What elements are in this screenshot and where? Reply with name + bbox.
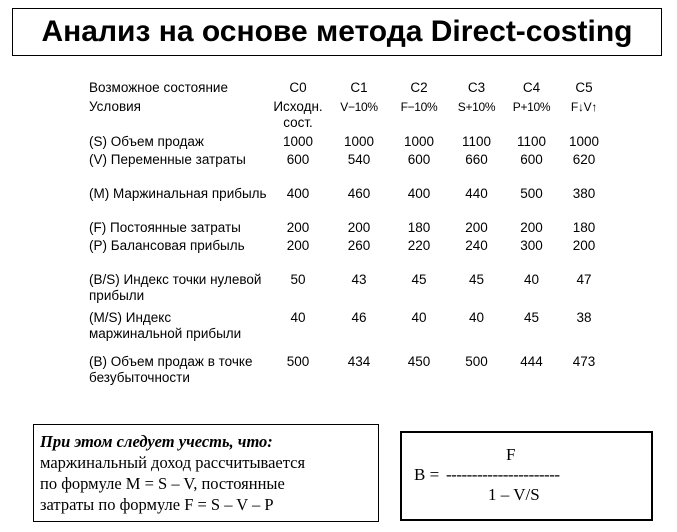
table-cell: 500 (286, 354, 310, 369)
table-row (89, 238, 609, 272)
table-row (89, 186, 609, 220)
header-cell: С1 (350, 80, 368, 95)
table-cell: 300 (520, 238, 543, 253)
table-cell: 500 (520, 186, 543, 201)
header-cell: Исходн. сост. (273, 99, 323, 130)
table-cell: 200 (286, 238, 310, 253)
table-cell: 400 (286, 186, 310, 201)
table-cell: 500 (465, 354, 488, 369)
table-cell: 38 (576, 310, 592, 325)
header-cell: F−10% (400, 100, 438, 114)
table-cell: 40 (411, 310, 427, 325)
table-header-row (89, 99, 609, 134)
header-cell: F↓V↑ (570, 100, 598, 114)
formula-denominator: 1 – V/S (488, 485, 540, 504)
note-line: по формуле М = S – V, постоянные (40, 474, 285, 493)
header-cell: С5 (575, 80, 593, 95)
table-cell: 620 (572, 152, 596, 167)
table-row (89, 220, 609, 238)
table-cell: 40 (468, 310, 485, 325)
table-cell: 40 (523, 272, 540, 287)
row-label: (B/S) Индекс точки нулевой прибыли (89, 272, 262, 303)
page-title-box (12, 8, 662, 56)
table-row (89, 134, 609, 152)
note-box (33, 424, 379, 522)
header-cell: С4 (522, 80, 541, 95)
table-cell: 40 (290, 310, 306, 325)
table-cell: 380 (572, 186, 596, 201)
table-cell: 220 (407, 238, 431, 253)
header-cell: Условия (89, 99, 141, 114)
formula-lhs: B = (414, 465, 440, 484)
table-cell: 1000 (343, 134, 375, 149)
table-cell: 46 (351, 310, 367, 325)
header-cell: С0 (289, 80, 307, 95)
table-cell: 660 (465, 152, 488, 167)
note-line: маржинальный доход рассчитывается (40, 453, 306, 472)
table-cell: 45 (411, 272, 427, 287)
table-cell: 440 (465, 186, 488, 201)
row-label: (M) Маржинальная прибыль (89, 186, 267, 201)
page-title: Анализ на основе метода Direct-costing (41, 15, 633, 48)
table-cell: 1000 (282, 134, 314, 149)
header-cell: С3 (467, 80, 486, 95)
formula-fraction-line: ---------------------- (446, 465, 560, 484)
table-cell: 473 (572, 354, 596, 369)
table-cell: 43 (351, 272, 367, 287)
table-row (89, 272, 609, 310)
table-cell: 200 (520, 220, 543, 235)
table-cell: 600 (286, 152, 310, 167)
table-cell: 600 (520, 152, 543, 167)
table-row (89, 354, 609, 388)
table-cell: 240 (465, 238, 488, 253)
table-cell: 47 (576, 272, 592, 287)
analysis-table (89, 80, 609, 388)
table-cell: 200 (465, 220, 488, 235)
formula-numerator: F (506, 445, 516, 464)
table-cell: 540 (347, 152, 371, 167)
header-cell: С2 (410, 80, 428, 95)
row-label: (V) Переменные затраты (89, 152, 246, 167)
table-cell: 1000 (568, 134, 600, 149)
table-cell: 200 (286, 220, 310, 235)
row-label: (F) Постоянные затраты (89, 220, 241, 235)
table-cell: 180 (572, 220, 596, 235)
row-label: (S) Объем продаж (89, 134, 204, 149)
table-cell: 50 (290, 272, 306, 287)
table-cell: 460 (347, 186, 371, 201)
table-cell: 444 (520, 354, 543, 369)
table-cell: 180 (407, 220, 431, 235)
header-cell: P+10% (512, 100, 551, 114)
table-cell: 45 (523, 310, 540, 325)
table-cell: 200 (347, 220, 371, 235)
table-row (89, 152, 609, 186)
table-cell: 1000 (403, 134, 435, 149)
header-cell: S+10% (457, 100, 496, 114)
note-heading: При этом следует учесть, что: (40, 432, 273, 451)
row-label: (M/S) Индекс маржинальной прибыли (89, 310, 242, 341)
table-cell: 600 (407, 152, 431, 167)
table-cell: 200 (572, 238, 596, 253)
header-cell: V−10% (340, 100, 378, 114)
table-cell: 45 (468, 272, 485, 287)
row-label: (P) Балансовая прибыль (89, 238, 245, 253)
table-cell: 434 (347, 354, 371, 369)
table-row (89, 310, 609, 354)
note-line: затраты по формуле F = S – V – P (40, 495, 274, 514)
row-label: (B) Объем продаж в точке безубыточности (89, 354, 253, 385)
table-cell: 1100 (461, 134, 492, 149)
table-cell: 1100 (516, 134, 547, 149)
table-header-row (89, 80, 609, 99)
table-cell: 400 (407, 186, 431, 201)
header-cell: Возможное состояние (89, 80, 228, 95)
formula-box (400, 431, 653, 521)
table-cell: 450 (407, 354, 431, 369)
table-cell: 260 (347, 238, 371, 253)
